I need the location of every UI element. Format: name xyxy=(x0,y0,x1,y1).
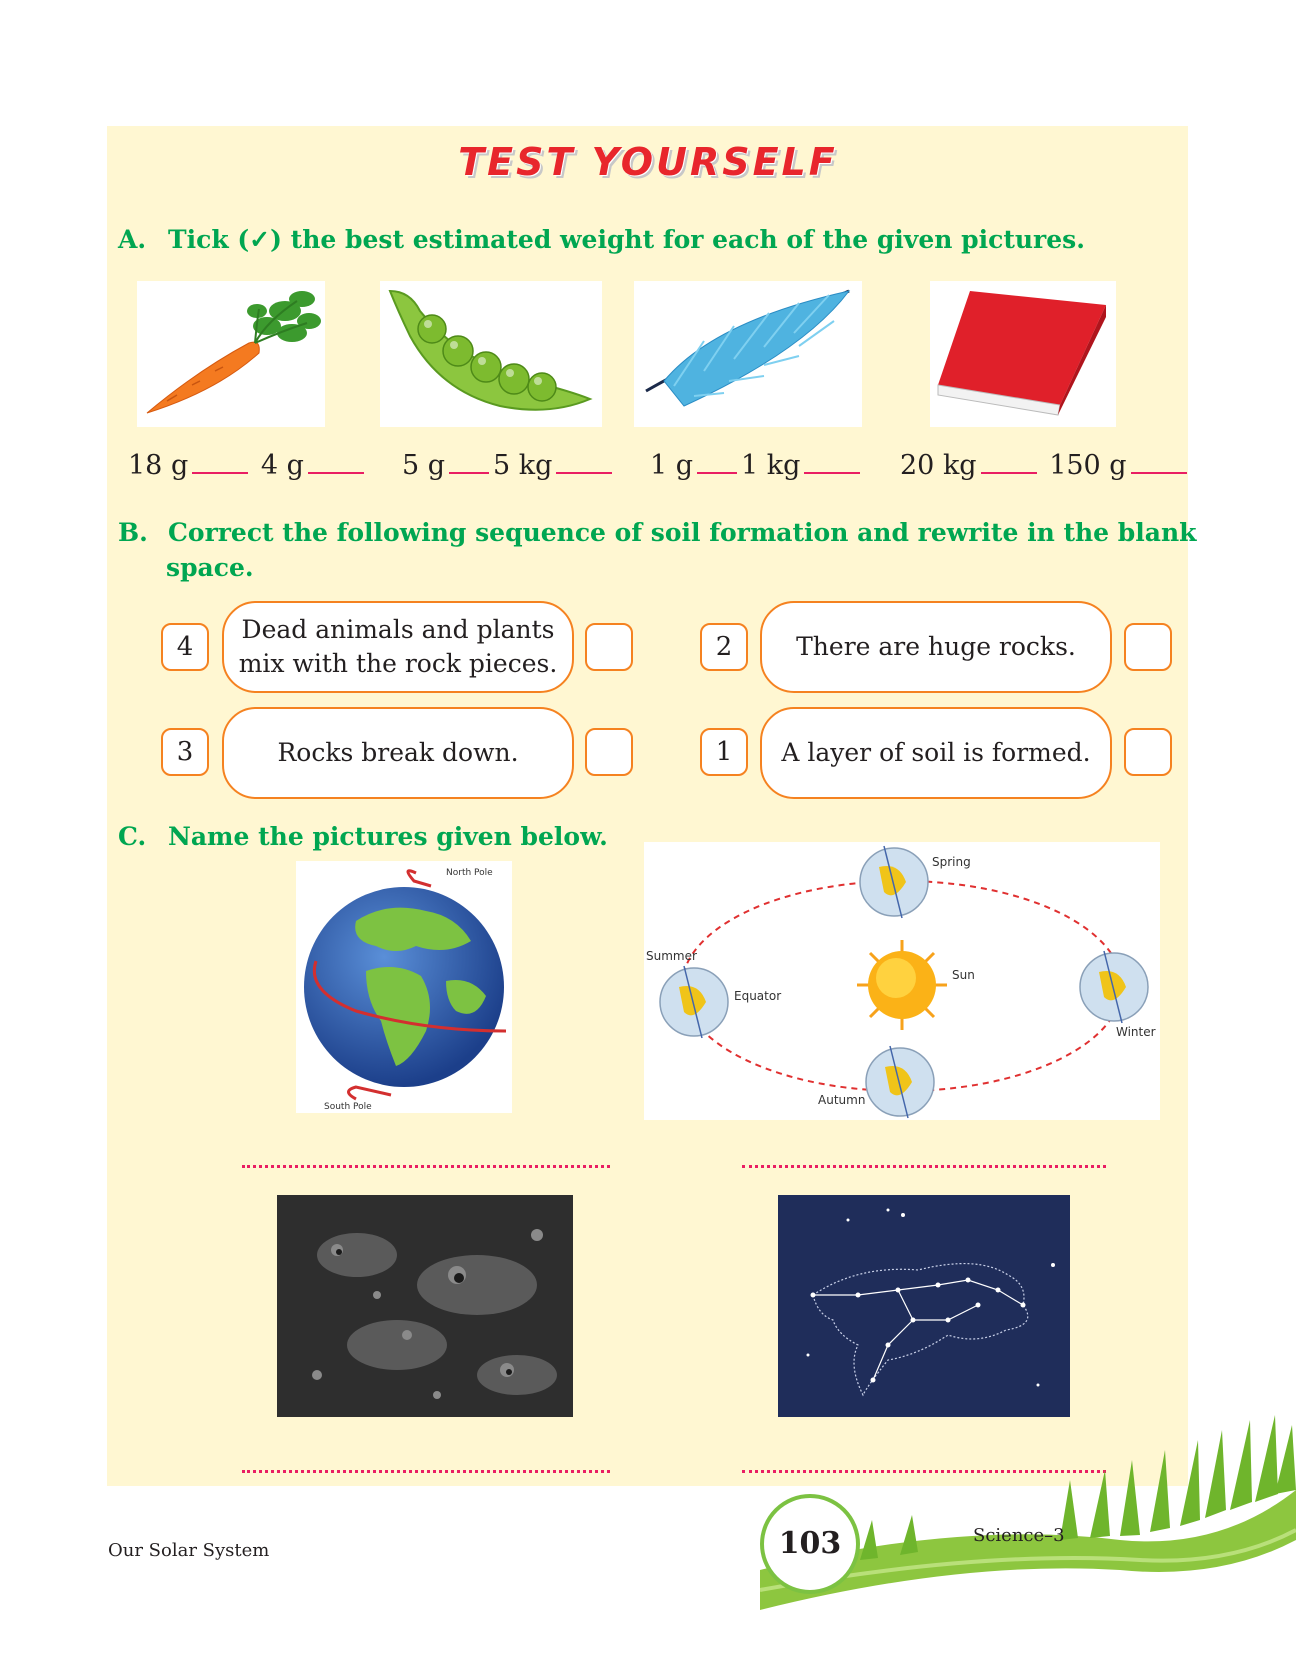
autumn-label: Autumn xyxy=(818,1093,866,1107)
tick-blank[interactable] xyxy=(556,450,612,474)
option-book-1: 20 kg xyxy=(900,450,977,481)
tick-blank[interactable] xyxy=(1131,450,1187,474)
chapter-title: Our Solar System xyxy=(108,1540,270,1561)
equator-label: Equator xyxy=(734,989,782,1003)
step-text-line: Rocks break down. xyxy=(277,738,519,767)
section-b-instruction-line1: Correct the following sequence of soil formation and rewrite in the blank xyxy=(168,518,1197,547)
option-feather-1: 1 g xyxy=(650,450,694,481)
section-b-instruction-line2: space. xyxy=(166,553,254,582)
section-c-heading xyxy=(118,822,608,851)
answer-box[interactable] xyxy=(1124,728,1172,776)
section-a-instruction: Tick (✓) the best estimated weight for each of the given pictures. xyxy=(168,225,1085,254)
feather-picture xyxy=(634,281,862,427)
book-picture xyxy=(930,281,1116,427)
tick-blank[interactable] xyxy=(804,450,860,474)
step-number-box: 4 xyxy=(161,623,209,671)
sun-icon xyxy=(857,940,947,1030)
north-pole-label: North Pole xyxy=(446,868,493,878)
section-b-letter: B. xyxy=(118,518,148,547)
answer-line[interactable] xyxy=(742,1165,1106,1168)
answer-box[interactable] xyxy=(585,623,633,671)
section-c-instruction: Name the pictures given below. xyxy=(168,822,608,851)
step-number-box: 1 xyxy=(700,728,748,776)
tick-blank[interactable] xyxy=(697,450,737,474)
weight-options-pea xyxy=(402,450,616,481)
step-text-pill xyxy=(222,707,574,799)
option-book-2: 150 g xyxy=(1049,450,1127,481)
section-a-letter: A. xyxy=(118,225,147,254)
answer-line[interactable] xyxy=(242,1470,610,1473)
south-pole-label: South Pole xyxy=(324,1102,372,1112)
pea-pod-picture xyxy=(380,281,602,427)
step-text-line: Dead animals and plants xyxy=(241,615,555,644)
weight-options-feather xyxy=(650,450,864,481)
page-title: TEST YOURSELF xyxy=(458,140,838,184)
section-b-heading xyxy=(118,518,1197,547)
summer-label: Summer xyxy=(646,949,697,963)
option-feather-2: 1 kg xyxy=(741,450,801,481)
answer-line[interactable] xyxy=(242,1165,610,1168)
seasons-orbit-picture xyxy=(644,842,1160,1120)
page-number: 103 xyxy=(760,1494,860,1594)
tick-blank[interactable] xyxy=(192,450,248,474)
winter-label: Winter xyxy=(1116,1025,1156,1039)
earth-rotation-picture xyxy=(296,861,512,1113)
answer-box[interactable] xyxy=(585,728,633,776)
spring-label: Spring xyxy=(932,855,971,869)
moon-surface-picture xyxy=(277,1195,573,1417)
sun-label: Sun xyxy=(952,968,975,982)
carrot-picture xyxy=(137,281,325,427)
option-pea-1: 5 g xyxy=(402,450,446,481)
section-a-heading xyxy=(118,225,1085,254)
weight-options-book xyxy=(900,450,1191,481)
section-b-heading-line2 xyxy=(166,553,254,582)
step-text-line: A layer of soil is formed. xyxy=(781,738,1091,767)
step-text-line: mix with the rock pieces. xyxy=(238,649,558,678)
step-text-line: There are huge rocks. xyxy=(796,632,1076,661)
step-number-box: 3 xyxy=(161,728,209,776)
step-text-pill xyxy=(222,601,574,693)
weight-options-carrot xyxy=(128,450,368,481)
constellation-picture xyxy=(778,1195,1070,1417)
option-carrot-2: 4 g xyxy=(260,450,304,481)
tick-blank[interactable] xyxy=(308,450,364,474)
section-c-letter: C. xyxy=(118,822,147,851)
tick-blank[interactable] xyxy=(981,450,1037,474)
step-text-pill xyxy=(760,601,1112,693)
step-text-pill xyxy=(760,707,1112,799)
step-number-box: 2 xyxy=(700,623,748,671)
option-carrot-1: 18 g xyxy=(128,450,189,481)
book-title: Science–3 xyxy=(973,1525,1065,1546)
option-pea-2: 5 kg xyxy=(493,450,553,481)
tick-blank[interactable] xyxy=(449,450,489,474)
answer-box[interactable] xyxy=(1124,623,1172,671)
